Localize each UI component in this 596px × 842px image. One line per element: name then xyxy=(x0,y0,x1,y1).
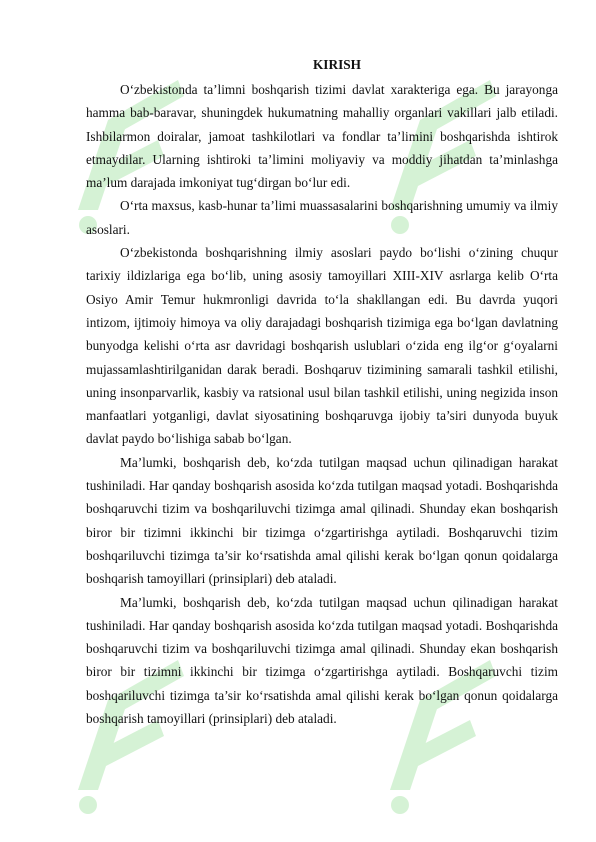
paragraph: Ma’lumki, boshqarish deb, ko‘zda tutilgan maqsad uchun qilinadigan harakat tushiniladi. Har qanday boshqarish asosida ko‘zda tutilgan maqsad yotadi. Boshqarishda boshqaruvchi tizim va boshqariluvchi tizimga amal qilinadi. Shunday ekan boshqarish biror bir tizimni ikkinchi bir tizimga o‘zgartirishga aytiladi. Boshqaruvchi tizim boshqariluvchi tizimga ta’sir ko‘rsatishda amal qilishi kerak bo‘lgan qonun qoidalarga boshqarish tamoyillari (prinsiplari) deb ataladi. xyxy=(86,454,558,587)
paragraph: O‘zbekistonda ta’limni boshqarish tizimi davlat xarakteriga ega. Bu jarayonga hamma bab-baravar, shuningdek hukumatning mahalliy organlari vakillari jalb etiladi. Ishbilarmon doiralar, jamoat tashkilotlari va fondlar ta’limini boshqarishda ishtirok etmaydilar. Ularning ishtiroki ta’limini moliyaviy va moddiy jihatdan ta’minlashga ma’lum darajada imkoniyat tug‘dirgan bo‘lur edi. xyxy=(86,82,558,191)
page-title: KIRISH xyxy=(312,57,362,72)
document-body xyxy=(86,55,558,730)
paragraph: O‘rta maxsus, kasb-hunar ta’limi muassasalarini boshqarishning umumiy va ilmiy asoslari. xyxy=(86,198,558,237)
paragraph: Ma’lumki, boshqarish deb, ko‘zda tutilgan maqsad uchun qilinadigan harakat tushiniladi. Har qanday boshqarish asosida ko‘zda tutilgan maqsad yotadi. Boshqarishda boshqaruvchi tizim va boshqariluvchi tizimga amal qilinadi. Shunday ekan boshqarish biror bir tizimni ikkinchi bir tizimga o‘zgartirishga aytiladi. Boshqaruvchi tizim boshqariluvchi tizimga ta’sir ko‘rsatishda amal qilishi kerak bo‘lgan qonun qoidalarga boshqarish tamoyillari (prinsiplari) deb ataladi. xyxy=(86,594,558,727)
paragraph: O‘zbekistonda boshqarishning ilmiy asoslari paydo bo‘lishi o‘zining chuqur tarixiy ildizlariga ega bo‘lib, uning asosiy tamoyillari XIII-XIV asrlarga kelib O‘rta Osiyo Amir Temur hukmronligi davrida to‘la shakllangan edi. Bu davrda yuqori intizom, ijtimoiy himoya va oliy darajadagi boshqarish tizimiga ega bo‘lgan davlatning bunyodga kelishi o‘rta asr davridagi boshqarish uslublari o‘zida eng ilg‘or g‘oyalarni mujassamlashtirilganidan darak beradi. Boshqaruv tizimining samarali tashkil etilishi, uning insonparvarlik, kasbiy va ratsional usul bilan tashkil etilishi, uning negizida inson manfaatlari yotganligi, davlat siyosatining boshqaruvga ijobiy ta’siri dunyoda buyuk davlat paydo bo‘lishiga sabab bo‘lgan. xyxy=(86,245,558,447)
